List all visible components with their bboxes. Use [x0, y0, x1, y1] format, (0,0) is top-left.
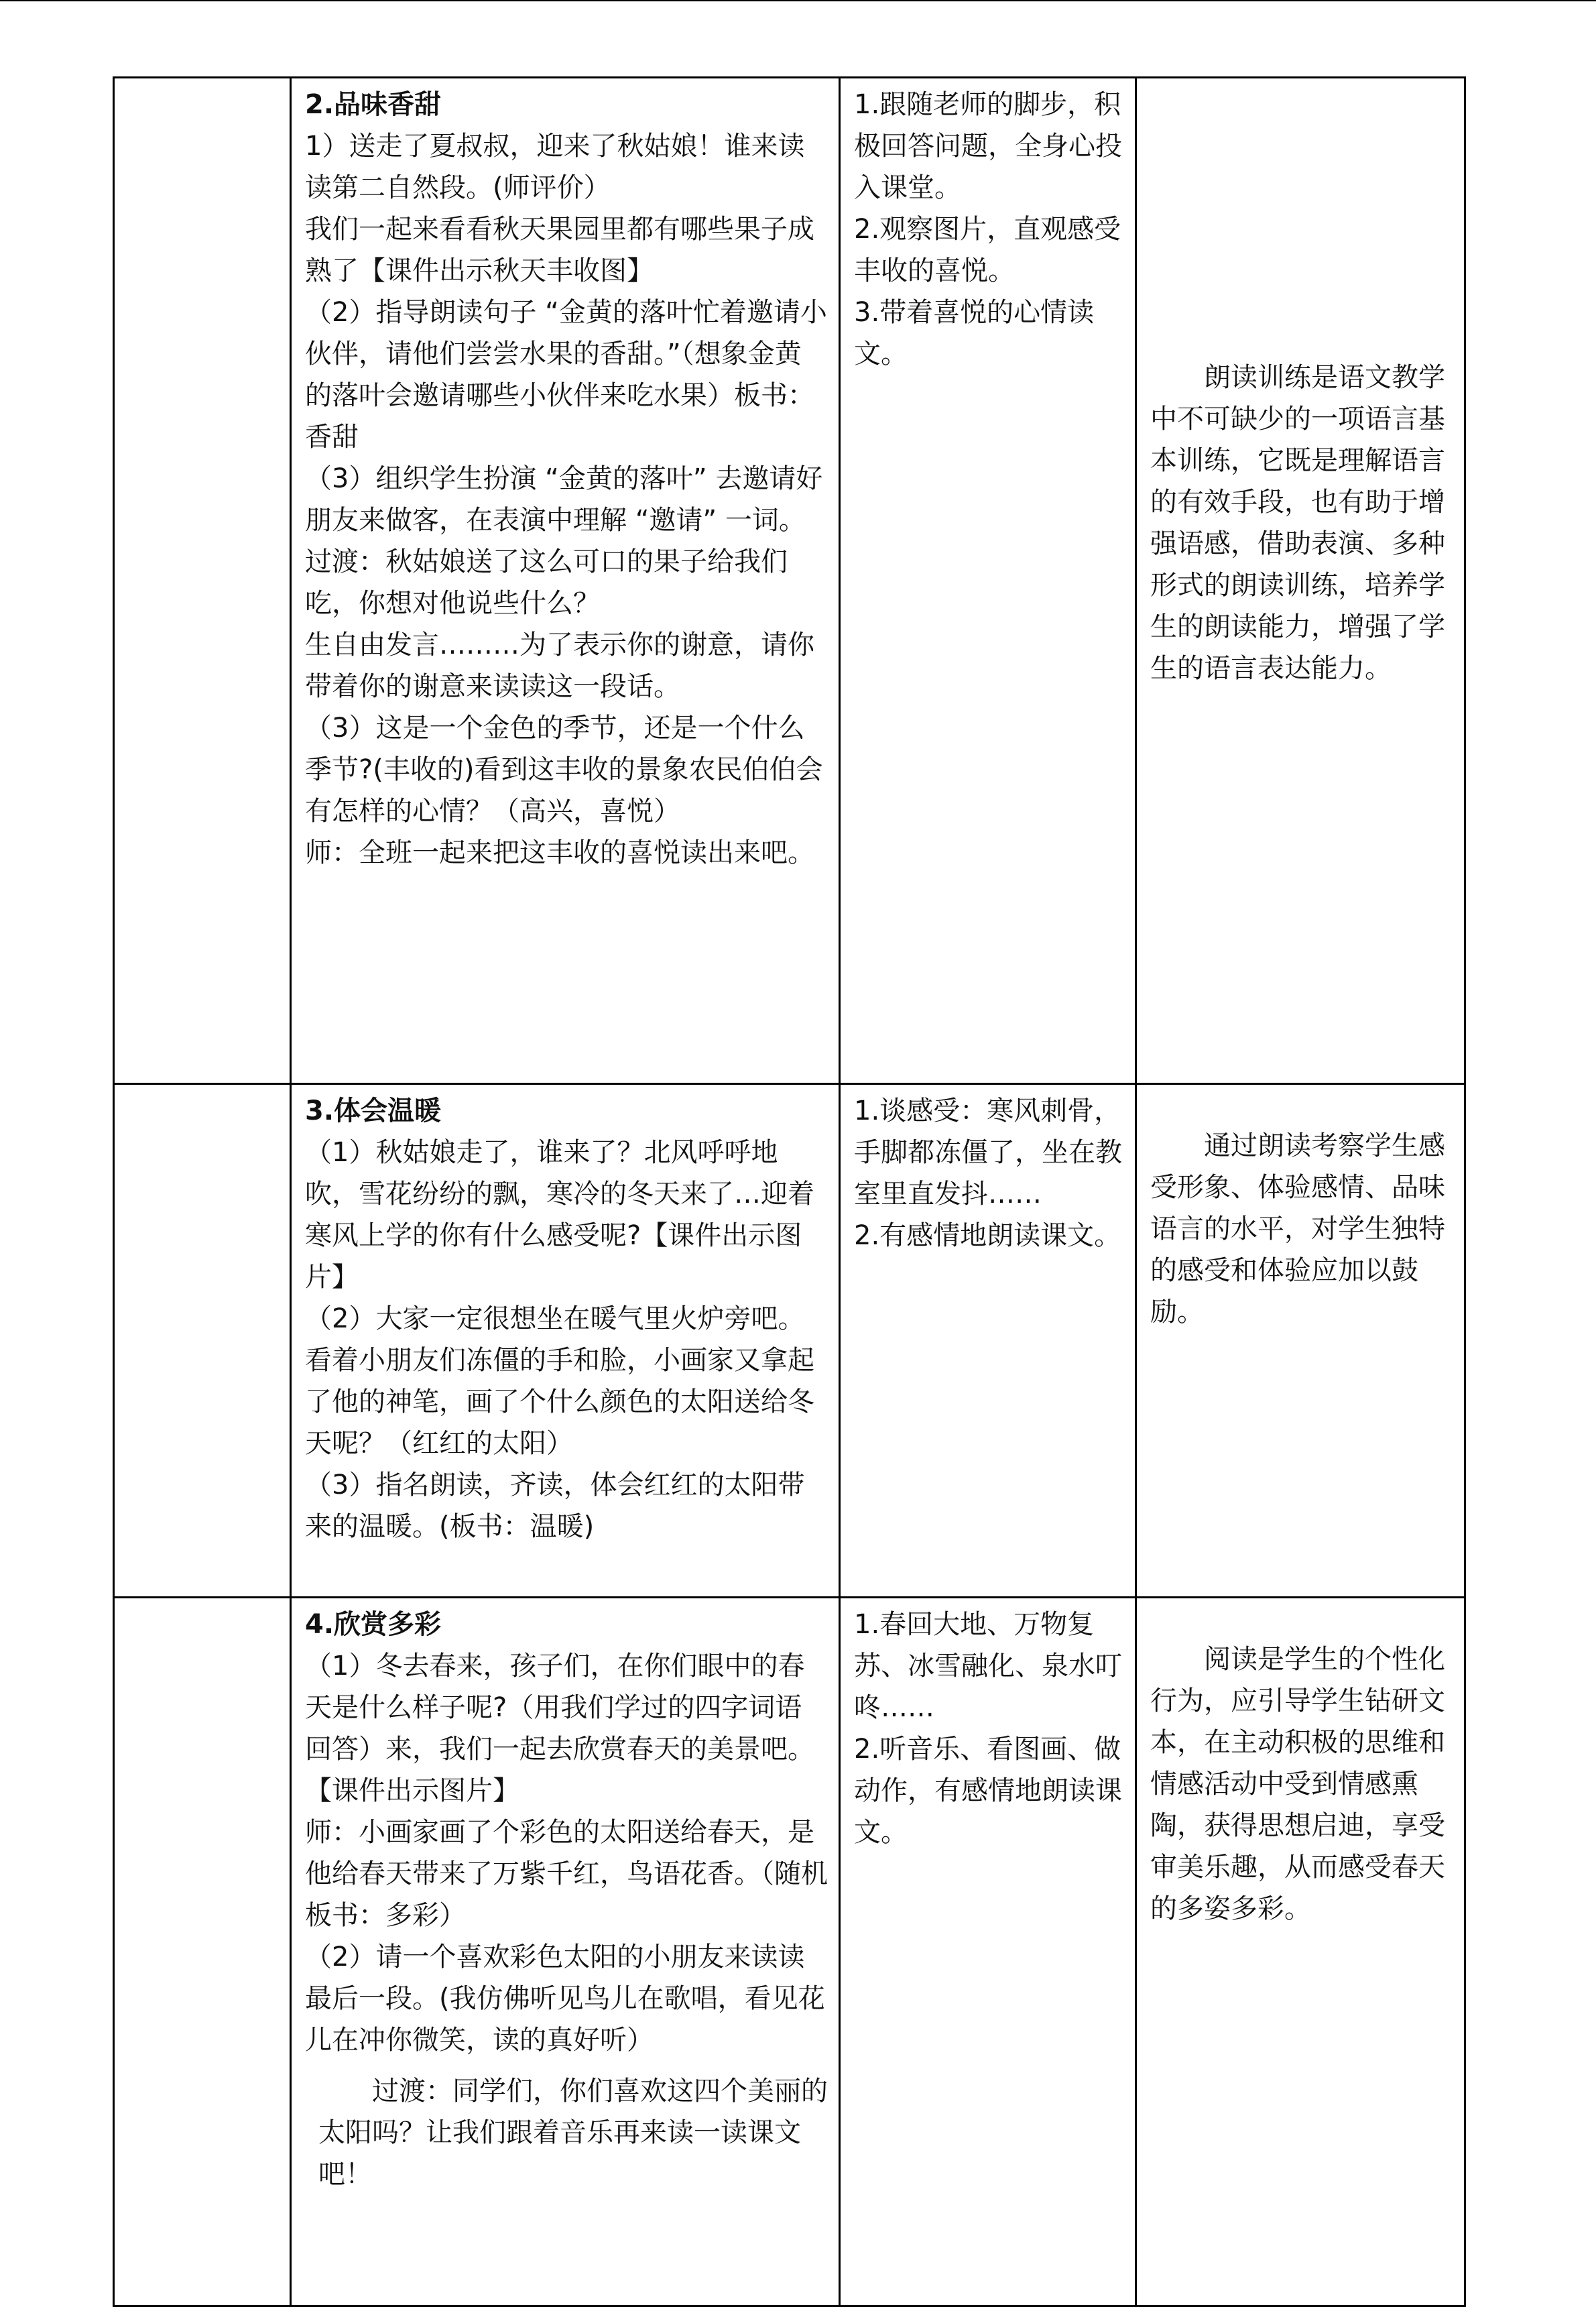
design-intent-cell — [1136, 1084, 1465, 1598]
teacher-line: （1）秋姑娘走了，谁来了？北风呼呼地吹，雪花纷纷的飘，寒冷的冬天来了…迎着寒风上学的你有什么感受呢?【课件出示图片】 — [305, 1137, 814, 1293]
teacher-line: （3）指名朗读，齐读，体会红红的太阳带来的温暖。(板书：温暖) — [305, 1470, 805, 1542]
transition-text: 过渡：同学们，你们喜欢这四个美丽的太阳吗？让我们跟着音乐再来读一读课文吧！ — [318, 2076, 828, 2190]
student-line: 1.跟随老师的脚步，积极回答问题，全身心投入课堂。 — [854, 89, 1122, 203]
teacher-line: 师：全班一起来把这丰收的喜悦读出来吧。 — [305, 837, 814, 868]
teacher-activity-cell — [291, 1598, 840, 2306]
lesson-plan-table — [113, 76, 1466, 2307]
table-row-section-4 — [114, 1598, 1465, 2306]
section-title: 4.欣赏多彩 — [305, 1609, 442, 1640]
student-line: 2.有感情地朗读课文。 — [854, 1220, 1121, 1251]
teacher-line: 生自由发言………为了表示你的谢意，请你带着你的谢意来读读这一段话。 — [305, 630, 814, 702]
student-activity-cell — [840, 1598, 1136, 2306]
teacher-line: 过渡：秋姑娘送了这么可口的果子给我们吃，你想对他说些什么？ — [305, 546, 788, 619]
teacher-line: （2）请一个喜欢彩色太阳的小朋友来读读最后一段。(我仿佛听见鸟儿在歌唱，看见花儿在冲你微笑，读的真好听） — [305, 1942, 825, 2056]
teacher-line: 师：小画家画了个彩色的太阳送给春天，是他给春天带来了万紫千红，鸟语花香。（随机板书：多彩） — [305, 1817, 828, 1931]
page-top-border — [0, 0, 1596, 1]
teacher-line: （3）这是一个金色的季节，还是一个什么季节?(丰收的)看到这丰收的景象农民伯伯会有怎样的心情？（高兴，喜悦） — [305, 713, 823, 827]
teacher-line: 我们一起来看看秋天果园里都有哪些果子成熟了【课件出示秋天丰收图】 — [305, 214, 814, 286]
student-line: 2.观察图片，直观感受丰收的喜悦。 — [854, 214, 1121, 286]
design-intent-text: 朗读训练是语文教学中不可缺少的一项语言基本训练，它既是理解语言的有效手段，也有助于增强语感，借助表演、多种形式的朗读训练，培养学生的朗读能力，增强了学生的语言表达能力。 — [1150, 362, 1445, 684]
student-activity-cell — [840, 78, 1136, 1084]
teacher-activity-cell — [291, 78, 840, 1084]
teacher-line: （1）冬去春来，孩子们，在你们眼中的春天是什么样子呢?（用我们学过的四字词语回答）来，我们一起去欣赏春天的美景吧。【课件出示图片】 — [305, 1651, 814, 1806]
stage-cell — [114, 1084, 291, 1598]
stage-cell — [114, 1598, 291, 2306]
teacher-line: （2）指导朗读句子 “金黄的落叶忙着邀请小伙伴，请他们尝尝水果的香甜。”（想象金黄的落叶会邀请哪些小伙伴来吃水果）板书：香甜 — [305, 297, 827, 453]
student-line: 1.春回大地、万物复苏、冰雪融化、泉水叮咚…… — [854, 1609, 1122, 1723]
design-intent-cell — [1136, 78, 1465, 1084]
design-intent-cell — [1136, 1598, 1465, 2306]
design-intent-text: 阅读是学生的个性化行为，应引导学生钻研文本，在主动积极的思维和情感活动中受到情感熏陶，获得思想启迪，享受审美乐趣，从而感受春天的多姿多彩。 — [1150, 1644, 1445, 1924]
design-intent-text: 通过朗读考察学生感受形象、体验感情、品味语言的水平，对学生独特的感受和体验应加以鼓励。 — [1150, 1130, 1445, 1327]
teacher-line: （3）组织学生扮演 “金黄的落叶” 去邀请好朋友来做客，在表演中理解 “邀请” 一词。 — [305, 463, 823, 536]
stage-cell — [114, 78, 291, 1084]
section-title: 3.体会温暖 — [305, 1096, 442, 1126]
student-line: 1.谈感受：寒风刺骨，手脚都冻僵了，坐在教室里直发抖…… — [854, 1096, 1122, 1209]
student-activity-cell — [840, 1084, 1136, 1598]
student-line: 2.听音乐、看图画、做动作，有感情地朗读课文。 — [854, 1734, 1122, 1848]
table-row-section-2 — [114, 78, 1465, 1084]
teacher-line: （2）大家一定很想坐在暖气里火炉旁吧。看着小朋友们冻僵的手和脸，小画家又拿起了他的神笔，画了个什么颜色的太阳送给冬天呢？（红红的太阳） — [305, 1303, 814, 1459]
teacher-activity-cell — [291, 1084, 840, 1598]
table-row-section-3 — [114, 1084, 1465, 1598]
student-line: 3.带着喜悦的心情读文。 — [854, 297, 1095, 369]
section-title: 2.品味香甜 — [305, 89, 442, 120]
teacher-line: 1）送走了夏叔叔，迎来了秋姑娘！谁来读读第二自然段。(师评价） — [305, 131, 805, 203]
